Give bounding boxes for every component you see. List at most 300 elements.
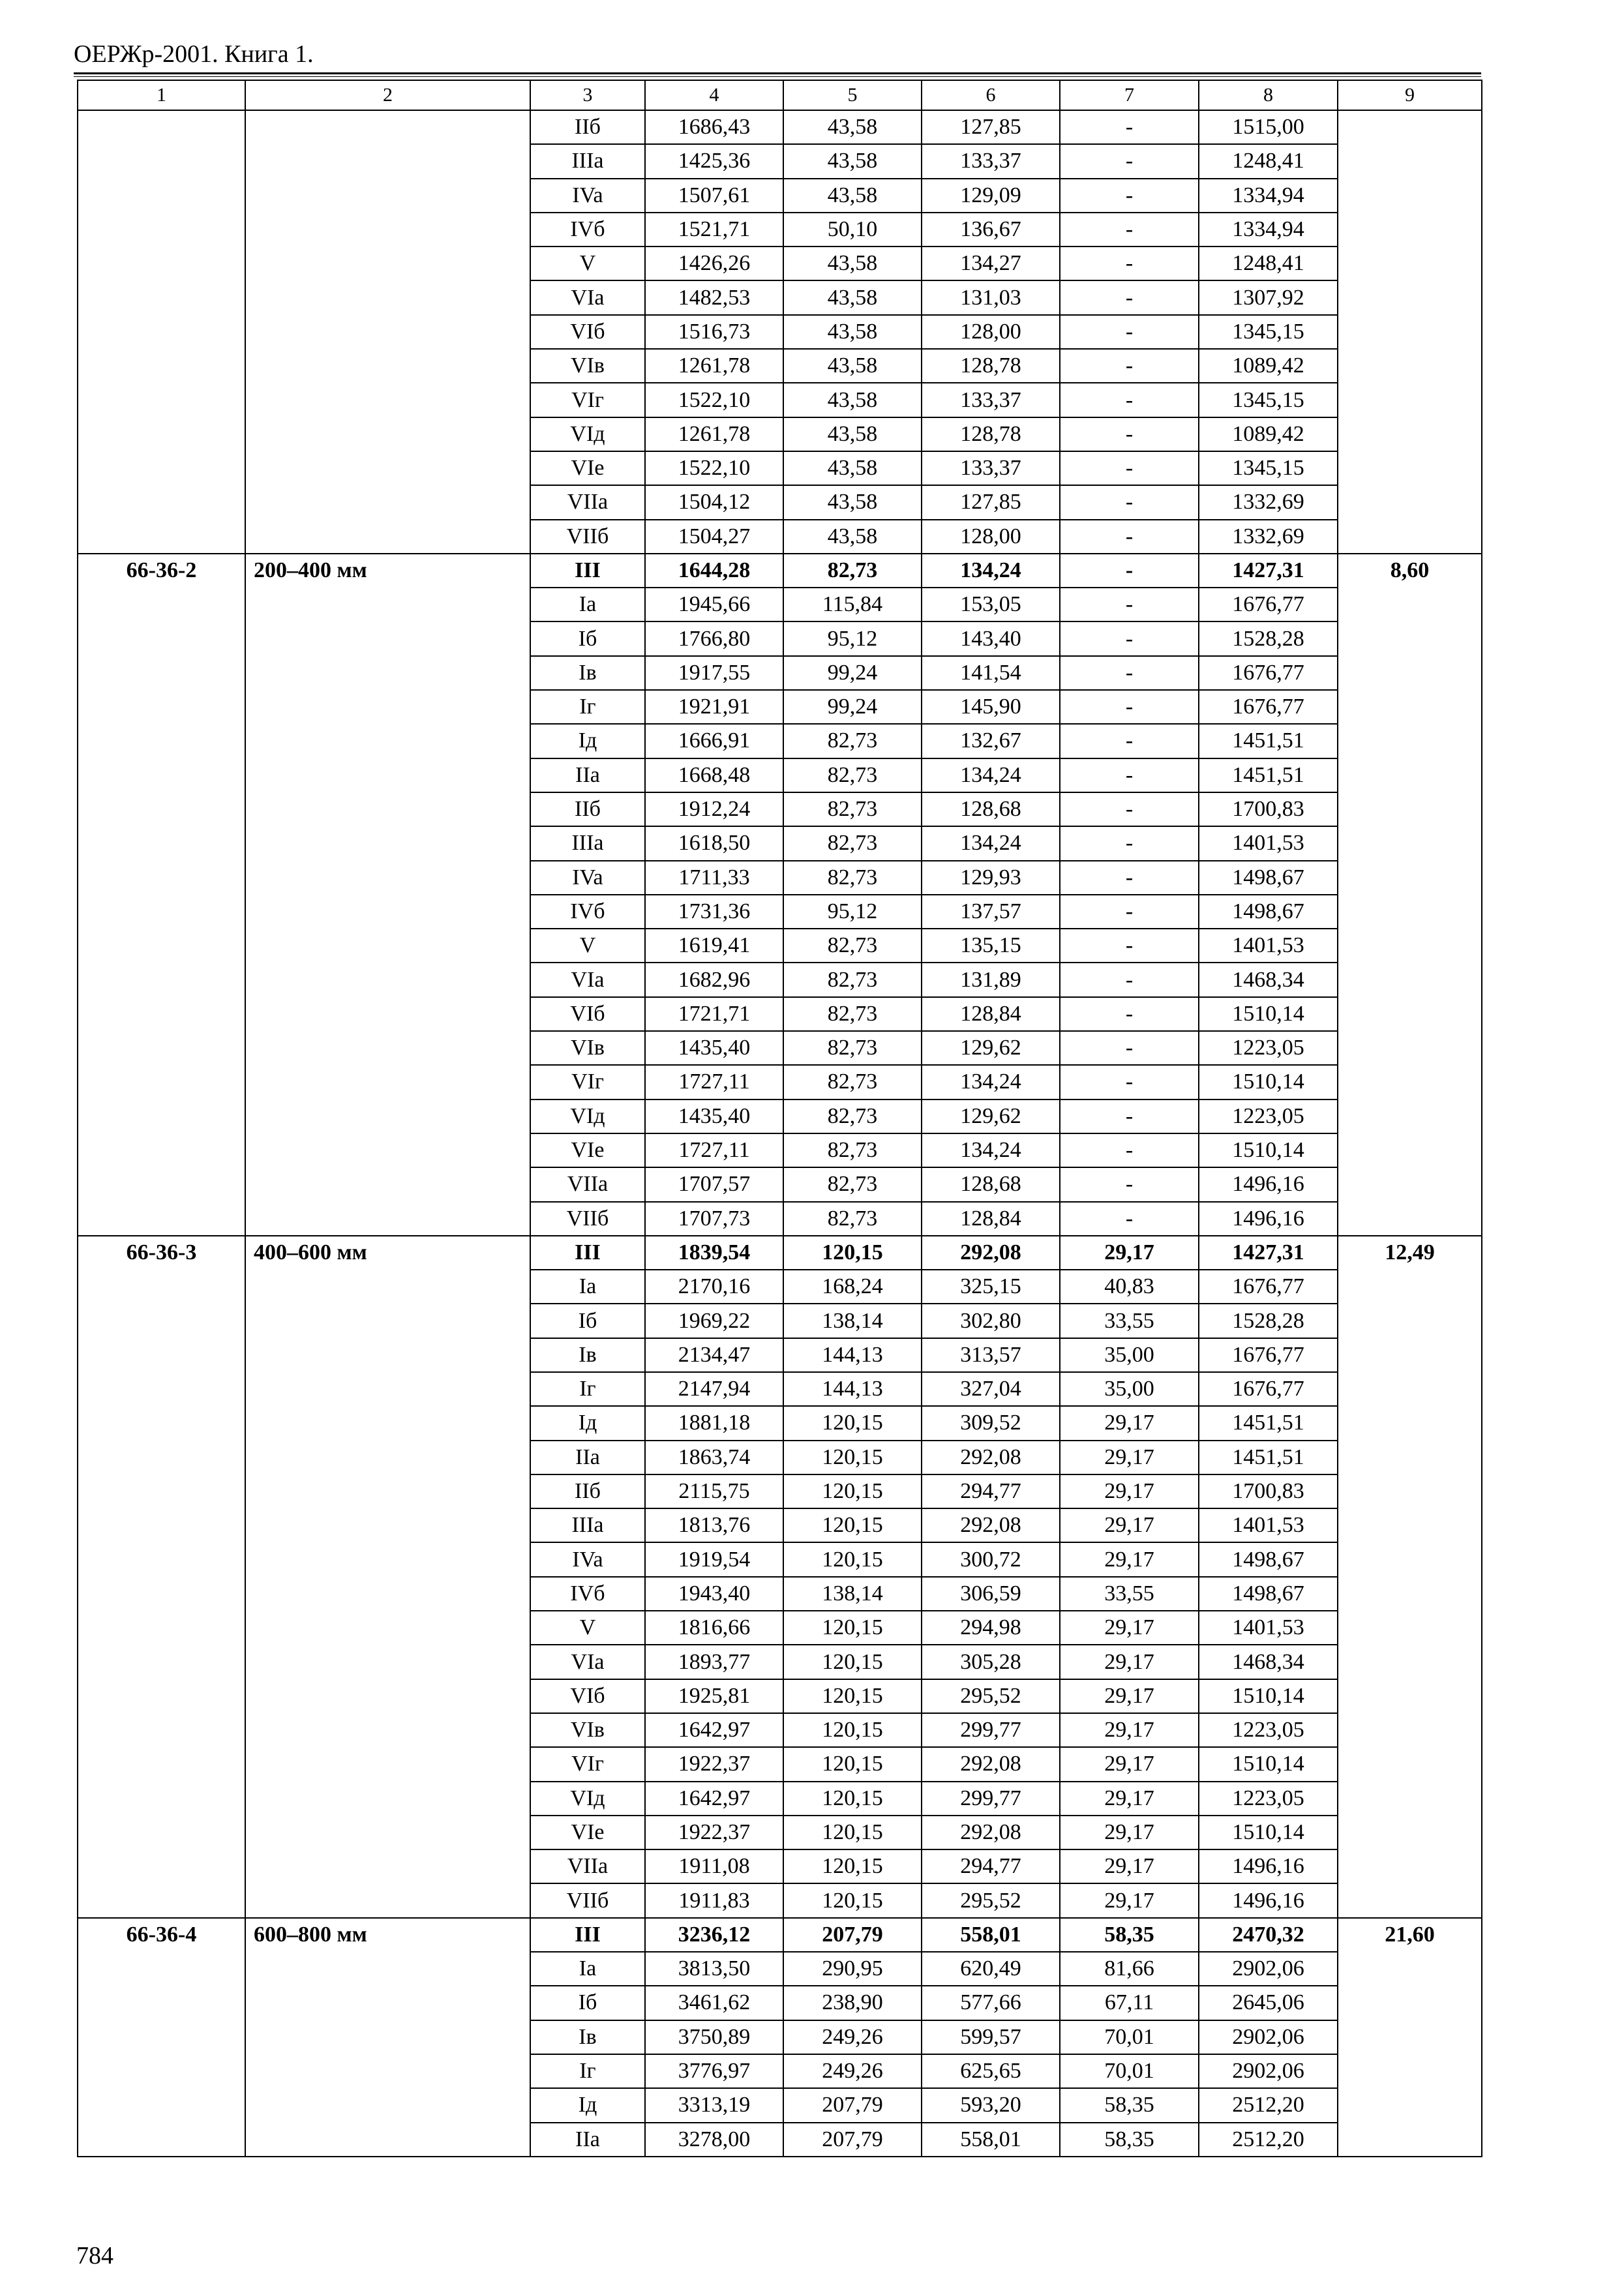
value-cell: 127,85 bbox=[922, 485, 1060, 519]
value-cell: 35,00 bbox=[1060, 1372, 1199, 1406]
value-cell: - bbox=[1060, 621, 1199, 655]
item-result-cell: 12,49 bbox=[1338, 1236, 1482, 1918]
value-cell: 1700,83 bbox=[1199, 1474, 1338, 1508]
zone-cell: VIд bbox=[530, 417, 645, 451]
value-cell: 82,73 bbox=[783, 724, 922, 758]
column-number: 2 bbox=[245, 80, 530, 110]
value-cell: 134,24 bbox=[922, 554, 1060, 588]
value-cell: 1528,28 bbox=[1199, 1304, 1338, 1338]
value-cell: 29,17 bbox=[1060, 1679, 1199, 1713]
value-cell: 1682,96 bbox=[645, 963, 783, 996]
value-cell: 29,17 bbox=[1060, 1236, 1199, 1270]
zone-cell: VIe bbox=[530, 1133, 645, 1167]
value-cell: 1307,92 bbox=[1199, 280, 1338, 314]
value-cell: 300,72 bbox=[922, 1542, 1060, 1576]
column-number: 5 bbox=[783, 80, 922, 110]
value-cell: 1839,54 bbox=[645, 1236, 783, 1270]
value-cell: 1223,05 bbox=[1199, 1031, 1338, 1065]
value-cell: 82,73 bbox=[783, 963, 922, 996]
value-cell: - bbox=[1060, 247, 1199, 280]
value-cell: 1917,55 bbox=[645, 656, 783, 690]
zone-cell: VIa bbox=[530, 963, 645, 996]
value-cell: 128,00 bbox=[922, 520, 1060, 554]
zone-cell: Iб bbox=[530, 1304, 645, 1338]
value-cell: - bbox=[1060, 929, 1199, 963]
value-cell: 1528,28 bbox=[1199, 621, 1338, 655]
zone-cell: IVб bbox=[530, 895, 645, 929]
value-cell: 2645,06 bbox=[1199, 1986, 1338, 2020]
value-cell: - bbox=[1060, 315, 1199, 349]
value-cell: 120,15 bbox=[783, 1508, 922, 1542]
value-cell: 1919,54 bbox=[645, 1542, 783, 1576]
value-cell: 115,84 bbox=[783, 588, 922, 621]
value-cell: 292,08 bbox=[922, 1508, 1060, 1542]
value-cell: 1496,16 bbox=[1199, 1167, 1338, 1201]
value-cell: 120,15 bbox=[783, 1816, 922, 1849]
value-cell: 120,15 bbox=[783, 1713, 922, 1747]
value-cell: - bbox=[1060, 758, 1199, 792]
zone-cell: IVa bbox=[530, 861, 645, 895]
value-cell: 1881,18 bbox=[645, 1406, 783, 1440]
value-cell: 1345,15 bbox=[1199, 315, 1338, 349]
zone-cell: IIб bbox=[530, 110, 645, 144]
value-cell: 29,17 bbox=[1060, 1406, 1199, 1440]
value-cell: 294,77 bbox=[922, 1474, 1060, 1508]
item-size-cell: 200–400 мм bbox=[245, 554, 530, 1236]
value-cell: 292,08 bbox=[922, 1747, 1060, 1781]
value-cell: 1223,05 bbox=[1199, 1782, 1338, 1816]
zone-cell: VIe bbox=[530, 451, 645, 485]
value-cell: 43,58 bbox=[783, 417, 922, 451]
zone-cell: VIб bbox=[530, 997, 645, 1031]
value-cell: 29,17 bbox=[1060, 1611, 1199, 1645]
value-cell: 3750,89 bbox=[645, 2020, 783, 2054]
page-number: 784 bbox=[76, 2242, 113, 2269]
value-cell: 43,58 bbox=[783, 144, 922, 178]
value-cell: 327,04 bbox=[922, 1372, 1060, 1406]
zone-cell: IIIa bbox=[530, 144, 645, 178]
value-cell: 58,35 bbox=[1060, 2123, 1199, 2157]
value-cell: 1925,81 bbox=[645, 1679, 783, 1713]
value-cell: 129,93 bbox=[922, 861, 1060, 895]
value-cell: 1345,15 bbox=[1199, 383, 1338, 417]
value-cell: 1921,91 bbox=[645, 690, 783, 724]
value-cell: 2902,06 bbox=[1199, 2054, 1338, 2088]
value-cell: 138,14 bbox=[783, 1577, 922, 1611]
value-cell: 128,78 bbox=[922, 349, 1060, 383]
value-cell: 82,73 bbox=[783, 1202, 922, 1236]
zone-cell: Iг bbox=[530, 2054, 645, 2088]
value-cell: 299,77 bbox=[922, 1782, 1060, 1816]
value-cell: 1816,66 bbox=[645, 1611, 783, 1645]
value-cell: 1334,94 bbox=[1199, 179, 1338, 213]
value-cell: 1223,05 bbox=[1199, 1713, 1338, 1747]
value-cell: - bbox=[1060, 1065, 1199, 1099]
value-cell: 128,84 bbox=[922, 1202, 1060, 1236]
value-cell: - bbox=[1060, 110, 1199, 144]
value-cell: - bbox=[1060, 895, 1199, 929]
value-cell: - bbox=[1060, 1202, 1199, 1236]
value-cell: 1496,16 bbox=[1199, 1849, 1338, 1883]
value-cell: 43,58 bbox=[783, 315, 922, 349]
value-cell: 1731,36 bbox=[645, 895, 783, 929]
value-cell: 136,67 bbox=[922, 213, 1060, 247]
value-cell: 133,37 bbox=[922, 451, 1060, 485]
zone-cell: VIв bbox=[530, 1031, 645, 1065]
value-cell: 1498,67 bbox=[1199, 861, 1338, 895]
zone-cell: VIб bbox=[530, 1679, 645, 1713]
value-cell: 1498,67 bbox=[1199, 1577, 1338, 1611]
value-cell: 144,13 bbox=[783, 1338, 922, 1372]
value-cell: 2902,06 bbox=[1199, 2020, 1338, 2054]
value-cell: 82,73 bbox=[783, 861, 922, 895]
value-cell: 133,37 bbox=[922, 383, 1060, 417]
value-cell: 1686,43 bbox=[645, 110, 783, 144]
zone-cell: VIIб bbox=[530, 520, 645, 554]
value-cell: 58,35 bbox=[1060, 2088, 1199, 2122]
value-cell: 134,24 bbox=[922, 1065, 1060, 1099]
value-cell: 249,26 bbox=[783, 2054, 922, 2088]
value-cell: 33,55 bbox=[1060, 1304, 1199, 1338]
value-cell: 29,17 bbox=[1060, 1542, 1199, 1576]
value-cell: 558,01 bbox=[922, 1918, 1060, 1952]
value-cell: 1522,10 bbox=[645, 451, 783, 485]
value-cell: 128,00 bbox=[922, 315, 1060, 349]
value-cell: 120,15 bbox=[783, 1542, 922, 1576]
zone-cell: IIIa bbox=[530, 826, 645, 860]
value-cell: 120,15 bbox=[783, 1747, 922, 1781]
value-cell: 2147,94 bbox=[645, 1372, 783, 1406]
column-number: 3 bbox=[530, 80, 645, 110]
column-number-row bbox=[78, 80, 1482, 110]
value-cell: 95,12 bbox=[783, 621, 922, 655]
value-cell: 129,62 bbox=[922, 1031, 1060, 1065]
value-cell: 309,52 bbox=[922, 1406, 1060, 1440]
value-cell: 43,58 bbox=[783, 247, 922, 280]
value-cell: - bbox=[1060, 724, 1199, 758]
value-cell: - bbox=[1060, 690, 1199, 724]
zone-cell: IIa bbox=[530, 758, 645, 792]
value-cell: 593,20 bbox=[922, 2088, 1060, 2122]
zone-cell: III bbox=[530, 554, 645, 588]
value-cell: 1945,66 bbox=[645, 588, 783, 621]
zone-cell: VIд bbox=[530, 1782, 645, 1816]
value-cell: 1943,40 bbox=[645, 1577, 783, 1611]
value-cell: 290,95 bbox=[783, 1952, 922, 1986]
value-cell: 1676,77 bbox=[1199, 656, 1338, 690]
value-cell: 128,78 bbox=[922, 417, 1060, 451]
value-cell: 1451,51 bbox=[1199, 1441, 1338, 1474]
value-cell: 1426,26 bbox=[645, 247, 783, 280]
column-number: 6 bbox=[922, 80, 1060, 110]
zone-cell: III bbox=[530, 1236, 645, 1270]
value-cell: 1510,14 bbox=[1199, 1747, 1338, 1781]
value-cell: 82,73 bbox=[783, 929, 922, 963]
value-cell: 3236,12 bbox=[645, 1918, 783, 1952]
value-cell: 128,68 bbox=[922, 1167, 1060, 1201]
value-cell: 299,77 bbox=[922, 1713, 1060, 1747]
value-cell: 1912,24 bbox=[645, 792, 783, 826]
value-cell: 128,68 bbox=[922, 792, 1060, 826]
value-cell: 50,10 bbox=[783, 213, 922, 247]
item-result-cell: 8,60 bbox=[1338, 554, 1482, 1236]
item-size-cell: 600–800 мм bbox=[245, 1918, 530, 2157]
value-cell: - bbox=[1060, 792, 1199, 826]
value-cell: 207,79 bbox=[783, 2123, 922, 2157]
value-cell: 1676,77 bbox=[1199, 1372, 1338, 1406]
value-cell: 1911,83 bbox=[645, 1883, 783, 1917]
item-code-cell: 66-36-4 bbox=[78, 1918, 245, 2157]
value-cell: - bbox=[1060, 213, 1199, 247]
value-cell: 58,35 bbox=[1060, 1918, 1199, 1952]
value-cell: 1248,41 bbox=[1199, 144, 1338, 178]
value-cell: 29,17 bbox=[1060, 1816, 1199, 1849]
value-cell: 295,52 bbox=[922, 1883, 1060, 1917]
value-cell: 1504,12 bbox=[645, 485, 783, 519]
value-cell: 95,12 bbox=[783, 895, 922, 929]
value-cell: 1468,34 bbox=[1199, 1645, 1338, 1679]
value-cell: 1332,69 bbox=[1199, 520, 1338, 554]
value-cell: 1727,11 bbox=[645, 1133, 783, 1167]
value-cell: 1922,37 bbox=[645, 1747, 783, 1781]
value-cell: 144,13 bbox=[783, 1372, 922, 1406]
value-cell: 29,17 bbox=[1060, 1782, 1199, 1816]
value-cell: 1427,31 bbox=[1199, 1236, 1338, 1270]
zone-cell: Iг bbox=[530, 690, 645, 724]
value-cell: 2512,20 bbox=[1199, 2123, 1338, 2157]
value-cell: 1089,42 bbox=[1199, 417, 1338, 451]
value-cell: 1496,16 bbox=[1199, 1202, 1338, 1236]
value-cell: 70,01 bbox=[1060, 2020, 1199, 2054]
item-result-cell bbox=[1338, 110, 1482, 554]
zone-cell: Iв bbox=[530, 1338, 645, 1372]
zone-cell: Iб bbox=[530, 621, 645, 655]
value-cell: - bbox=[1060, 963, 1199, 996]
zone-cell: III bbox=[530, 1918, 645, 1952]
value-cell: 82,73 bbox=[783, 554, 922, 588]
page-header-title: ОЕРЖр-2001. Книга 1. bbox=[74, 40, 314, 68]
column-number: 8 bbox=[1199, 80, 1338, 110]
value-cell: 120,15 bbox=[783, 1883, 922, 1917]
value-cell: 143,40 bbox=[922, 621, 1060, 655]
value-cell: 2512,20 bbox=[1199, 2088, 1338, 2122]
value-cell: 1922,37 bbox=[645, 1816, 783, 1849]
table-row bbox=[78, 1918, 1482, 1952]
value-cell: 207,79 bbox=[783, 1918, 922, 1952]
zone-cell: VIг bbox=[530, 1065, 645, 1099]
value-cell: 153,05 bbox=[922, 588, 1060, 621]
value-cell: 40,83 bbox=[1060, 1270, 1199, 1304]
value-cell: - bbox=[1060, 485, 1199, 519]
value-cell: 120,15 bbox=[783, 1236, 922, 1270]
value-cell: 294,77 bbox=[922, 1849, 1060, 1883]
value-cell: 70,01 bbox=[1060, 2054, 1199, 2088]
price-table bbox=[77, 80, 1482, 2157]
table-body bbox=[78, 80, 1482, 2157]
value-cell: - bbox=[1060, 1133, 1199, 1167]
value-cell: 43,58 bbox=[783, 520, 922, 554]
value-cell: - bbox=[1060, 997, 1199, 1031]
zone-cell: VIб bbox=[530, 315, 645, 349]
value-cell: 29,17 bbox=[1060, 1883, 1199, 1917]
value-cell: 120,15 bbox=[783, 1441, 922, 1474]
value-cell: - bbox=[1060, 1167, 1199, 1201]
value-cell: - bbox=[1060, 1100, 1199, 1133]
value-cell: 1863,74 bbox=[645, 1441, 783, 1474]
value-cell: 302,80 bbox=[922, 1304, 1060, 1338]
value-cell: 620,49 bbox=[922, 1952, 1060, 1986]
value-cell: 82,73 bbox=[783, 1167, 922, 1201]
value-cell: 1893,77 bbox=[645, 1645, 783, 1679]
value-cell: 1642,97 bbox=[645, 1782, 783, 1816]
value-cell: 1089,42 bbox=[1199, 349, 1338, 383]
value-cell: 33,55 bbox=[1060, 1577, 1199, 1611]
value-cell: 1711,33 bbox=[645, 861, 783, 895]
zone-cell: Iд bbox=[530, 724, 645, 758]
value-cell: 137,57 bbox=[922, 895, 1060, 929]
value-cell: 1727,11 bbox=[645, 1065, 783, 1099]
value-cell: 1707,73 bbox=[645, 1202, 783, 1236]
zone-cell: VIв bbox=[530, 349, 645, 383]
zone-cell: IIa bbox=[530, 2123, 645, 2157]
zone-cell: Iв bbox=[530, 656, 645, 690]
value-cell: 1498,67 bbox=[1199, 895, 1338, 929]
value-cell: 120,15 bbox=[783, 1849, 922, 1883]
value-cell: 1707,57 bbox=[645, 1167, 783, 1201]
value-cell: 43,58 bbox=[783, 349, 922, 383]
value-cell: 99,24 bbox=[783, 690, 922, 724]
value-cell: 129,62 bbox=[922, 1100, 1060, 1133]
value-cell: 295,52 bbox=[922, 1679, 1060, 1713]
zone-cell: VIa bbox=[530, 1645, 645, 1679]
value-cell: 29,17 bbox=[1060, 1474, 1199, 1508]
zone-cell: IIб bbox=[530, 1474, 645, 1508]
value-cell: 3278,00 bbox=[645, 2123, 783, 2157]
value-cell: 2470,32 bbox=[1199, 1918, 1338, 1952]
value-cell: 1644,28 bbox=[645, 554, 783, 588]
zone-cell: V bbox=[530, 1611, 645, 1645]
value-cell: - bbox=[1060, 280, 1199, 314]
value-cell: 128,84 bbox=[922, 997, 1060, 1031]
value-cell: 82,73 bbox=[783, 1133, 922, 1167]
item-code-cell bbox=[78, 110, 245, 554]
zone-cell: Iд bbox=[530, 2088, 645, 2122]
zone-cell: IIIa bbox=[530, 1508, 645, 1542]
value-cell: 1813,76 bbox=[645, 1508, 783, 1542]
table-row bbox=[78, 110, 1482, 144]
column-number: 1 bbox=[78, 80, 245, 110]
value-cell: 82,73 bbox=[783, 1031, 922, 1065]
column-number: 4 bbox=[645, 80, 783, 110]
value-cell: - bbox=[1060, 656, 1199, 690]
value-cell: 120,15 bbox=[783, 1611, 922, 1645]
value-cell: 1435,40 bbox=[645, 1100, 783, 1133]
value-cell: 120,15 bbox=[783, 1645, 922, 1679]
value-cell: 168,24 bbox=[783, 1270, 922, 1304]
value-cell: 1504,27 bbox=[645, 520, 783, 554]
value-cell: - bbox=[1060, 520, 1199, 554]
zone-cell: VIг bbox=[530, 1747, 645, 1781]
value-cell: 1401,53 bbox=[1199, 1611, 1338, 1645]
value-cell: 43,58 bbox=[783, 485, 922, 519]
value-cell: 1676,77 bbox=[1199, 1270, 1338, 1304]
value-cell: 238,90 bbox=[783, 1986, 922, 2020]
value-cell: - bbox=[1060, 179, 1199, 213]
value-cell: 1261,78 bbox=[645, 417, 783, 451]
zone-cell: Ia bbox=[530, 1952, 645, 1986]
value-cell: 1522,10 bbox=[645, 383, 783, 417]
value-cell: 1642,97 bbox=[645, 1713, 783, 1747]
column-number: 9 bbox=[1338, 80, 1482, 110]
value-cell: 82,73 bbox=[783, 1100, 922, 1133]
value-cell: 1451,51 bbox=[1199, 758, 1338, 792]
value-cell: 131,89 bbox=[922, 963, 1060, 996]
item-size-cell: 400–600 мм bbox=[245, 1236, 530, 1918]
value-cell: 292,08 bbox=[922, 1441, 1060, 1474]
value-cell: 292,08 bbox=[922, 1816, 1060, 1849]
value-cell: 141,54 bbox=[922, 656, 1060, 690]
zone-cell: IVa bbox=[530, 1542, 645, 1576]
zone-cell: VIд bbox=[530, 1100, 645, 1133]
value-cell: 3776,97 bbox=[645, 2054, 783, 2088]
value-cell: 29,17 bbox=[1060, 1747, 1199, 1781]
zone-cell: Iг bbox=[530, 1372, 645, 1406]
value-cell: 1498,67 bbox=[1199, 1542, 1338, 1576]
item-size-cell bbox=[245, 110, 530, 554]
zone-cell: VIIб bbox=[530, 1202, 645, 1236]
value-cell: 145,90 bbox=[922, 690, 1060, 724]
zone-cell: Ia bbox=[530, 588, 645, 621]
value-cell: 43,58 bbox=[783, 451, 922, 485]
value-cell: 135,15 bbox=[922, 929, 1060, 963]
value-cell: 3313,19 bbox=[645, 2088, 783, 2122]
zone-cell: VIIб bbox=[530, 1883, 645, 1917]
item-code-cell: 66-36-2 bbox=[78, 554, 245, 1236]
value-cell: 207,79 bbox=[783, 2088, 922, 2122]
value-cell: 82,73 bbox=[783, 758, 922, 792]
value-cell: - bbox=[1060, 144, 1199, 178]
zone-cell: Iв bbox=[530, 2020, 645, 2054]
value-cell: 3461,62 bbox=[645, 1986, 783, 2020]
value-cell: 134,27 bbox=[922, 247, 1060, 280]
value-cell: 29,17 bbox=[1060, 1713, 1199, 1747]
value-cell: 43,58 bbox=[783, 179, 922, 213]
value-cell: 1507,61 bbox=[645, 179, 783, 213]
value-cell: - bbox=[1060, 383, 1199, 417]
value-cell: 2115,75 bbox=[645, 1474, 783, 1508]
value-cell: 313,57 bbox=[922, 1338, 1060, 1372]
value-cell: 558,01 bbox=[922, 2123, 1060, 2157]
value-cell: 67,11 bbox=[1060, 1986, 1199, 2020]
value-cell: 43,58 bbox=[783, 280, 922, 314]
zone-cell: VIв bbox=[530, 1713, 645, 1747]
zone-cell: IVa bbox=[530, 179, 645, 213]
value-cell: 134,24 bbox=[922, 758, 1060, 792]
zone-cell: VIa bbox=[530, 280, 645, 314]
value-cell: 82,73 bbox=[783, 826, 922, 860]
zone-cell: IIa bbox=[530, 1441, 645, 1474]
value-cell: 1425,36 bbox=[645, 144, 783, 178]
value-cell: 1510,14 bbox=[1199, 1816, 1338, 1849]
value-cell: 127,85 bbox=[922, 110, 1060, 144]
value-cell: 577,66 bbox=[922, 1986, 1060, 2020]
value-cell: 82,73 bbox=[783, 792, 922, 826]
value-cell: 1516,73 bbox=[645, 315, 783, 349]
value-cell: 1510,14 bbox=[1199, 1133, 1338, 1167]
zone-cell: IVб bbox=[530, 213, 645, 247]
value-cell: - bbox=[1060, 1031, 1199, 1065]
value-cell: - bbox=[1060, 417, 1199, 451]
